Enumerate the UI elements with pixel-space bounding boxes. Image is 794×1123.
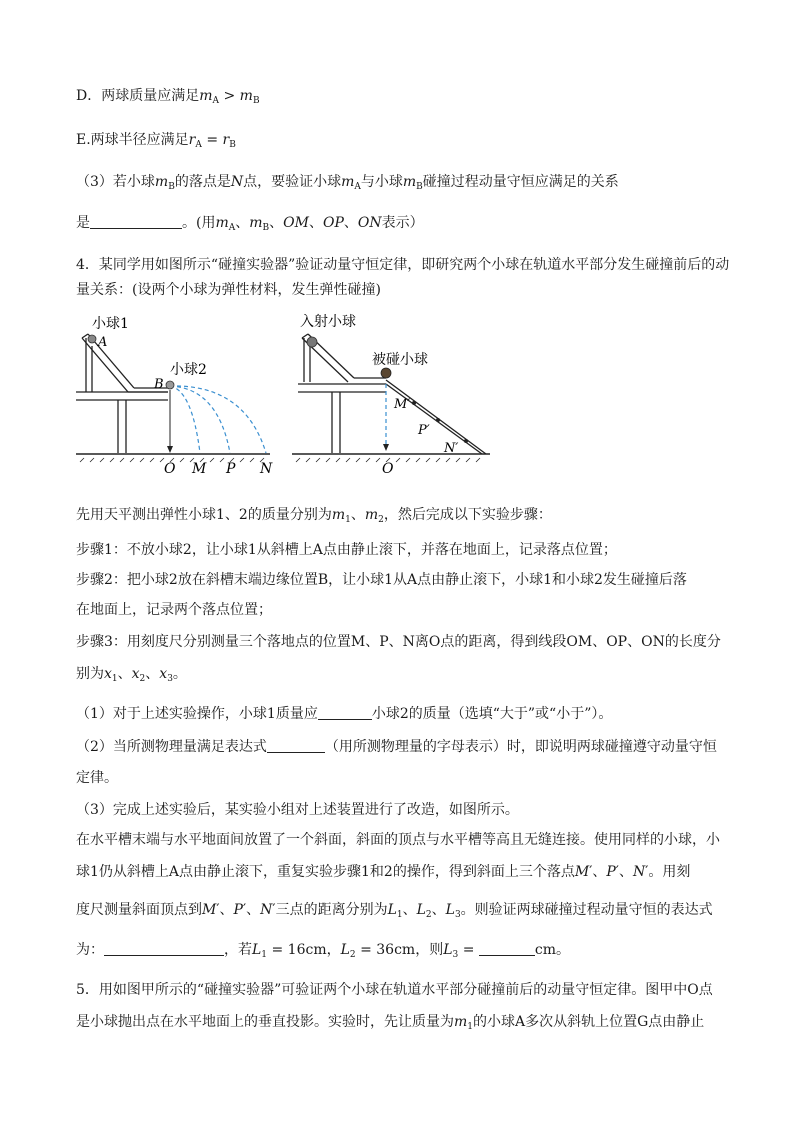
q4-part-3: （3）完成上述实验后，某实验小组对上述装置进行了改造，如图所示。 [76, 802, 519, 818]
label-ball-2: 小球2 [170, 362, 207, 378]
label-p-prime: P′ [418, 423, 430, 438]
option-d: D．两球质量应满足$m_A > m_B$ [76, 88, 260, 106]
q4-part-3-line-4: 为： ，若$L_1 = 16cm$，$L_2 = 36cm$，则$L_3$ = cm。 [76, 942, 571, 960]
q4-part-3-line-1: 在水平槽末端与水平地面间放置了一个斜面，斜面的顶点与水平槽等高且无缝连接。使用同样的小球，小 [76, 832, 720, 848]
option-e: E.两球半径应满足$r_A = r_B$ [76, 132, 236, 150]
q4-part-1: （1）对于上述实验操作，小球1质量应 小球2的质量（选填“大于”或“小于”）。 [76, 706, 613, 722]
answer-blank[interactable] [479, 941, 535, 956]
q4-step-2b: 在地面上，记录两个落点位置； [76, 602, 272, 618]
q4-intro-2: 量关系：(设两个小球为弹性材料，发生弹性碰撞) [76, 282, 381, 298]
label-n: N [260, 461, 273, 477]
q4-part-2a: （2）当所测物理量满足表达式 （用所测物理量的字母表示）时，即说明两球碰撞遵守动量守恒 [76, 739, 717, 755]
label-o-2: O [382, 461, 394, 477]
label-target-ball: 被碰小球 [372, 352, 428, 368]
q4-mass-line: 先用天平测出弹性小球1、2的质量分别为$m_1$、$m_2$，然后完成以下实验步骤： [76, 507, 552, 525]
q3-part3: （3）若小球$m_B$的落点是N点，要验证小球$m_A$与小球$m_B$碰撞过程动量守恒应满足的关系 [76, 174, 619, 192]
label-incident-ball: 入射小球 [300, 314, 356, 330]
answer-blank[interactable] [318, 705, 372, 720]
q5-line-2: 是小球抛出点在水平地面上的垂直投影。实验时，先让质量为$m_1$的小球A多次从斜轨上位置G点由静止 [76, 1014, 705, 1032]
q4-part-2b: 定律。 [76, 770, 118, 786]
q5-line-1: 5．用如图甲所示的“碰撞实验器”可验证两个小球在轨道水平部分碰撞前后的动量守恒定律。图甲中O点 [76, 982, 713, 998]
answer-blank[interactable] [267, 738, 325, 753]
q4-step-2a: 步骤2：把小球2放在斜槽末端边缘位置B，让小球1从A点由静止滚下，小球1和小球2发生碰撞后落 [76, 572, 687, 588]
label-m-prime: M′ [394, 397, 411, 412]
label-a: A [98, 335, 108, 350]
q4-part-3-line-2: 球1仍从斜槽上A点由静止滚下，重复实验步骤1和2的操作，得到斜面上三个落点M′、P′、N′。用刻 [76, 864, 691, 880]
q4-step-1: 步骤1：不放小球2，让小球1从斜槽上A点由静止滚下，并落在地面上，记录落点位置； [76, 542, 617, 558]
q4-step-3b: 别为$x_1$、$x_2$、$x_3$。 [76, 666, 187, 684]
figure-collision-apparatus-2 [290, 308, 500, 477]
q4-step-3a: 步骤3：用刻度尺分别测量三个落地点的位置M、P、N离O点的距离，得到线段OM、OP、ON的长度分 [76, 634, 721, 650]
label-ball-1: 小球1 [92, 316, 129, 332]
q4-intro-1: 4．某同学用如图所示“碰撞实验器”验证动量守恒定律，即研究两个小球在轨道水平部分发生碰撞前后的动 [76, 257, 730, 273]
figure-collision-apparatus-1 [70, 308, 280, 477]
label-n-prime: N′ [444, 441, 459, 456]
label-b: B [154, 377, 164, 392]
answer-blank[interactable] [90, 214, 182, 229]
q4-part-3-line-3: 度尺测量斜面顶点到M′、P′、N′三点的距离分别为$L_1$、$L_2$、$L_3$。则验证两球碰撞过程动量守恒的表达式 [76, 902, 713, 920]
label-o: O [164, 461, 176, 477]
q3-part3-answer: 是 。(用$m_A$、$m_B$、OM、OP、ON表示） [76, 215, 424, 233]
label-p: P [226, 461, 236, 477]
label-m: M [192, 461, 207, 477]
answer-blank[interactable] [104, 941, 224, 956]
